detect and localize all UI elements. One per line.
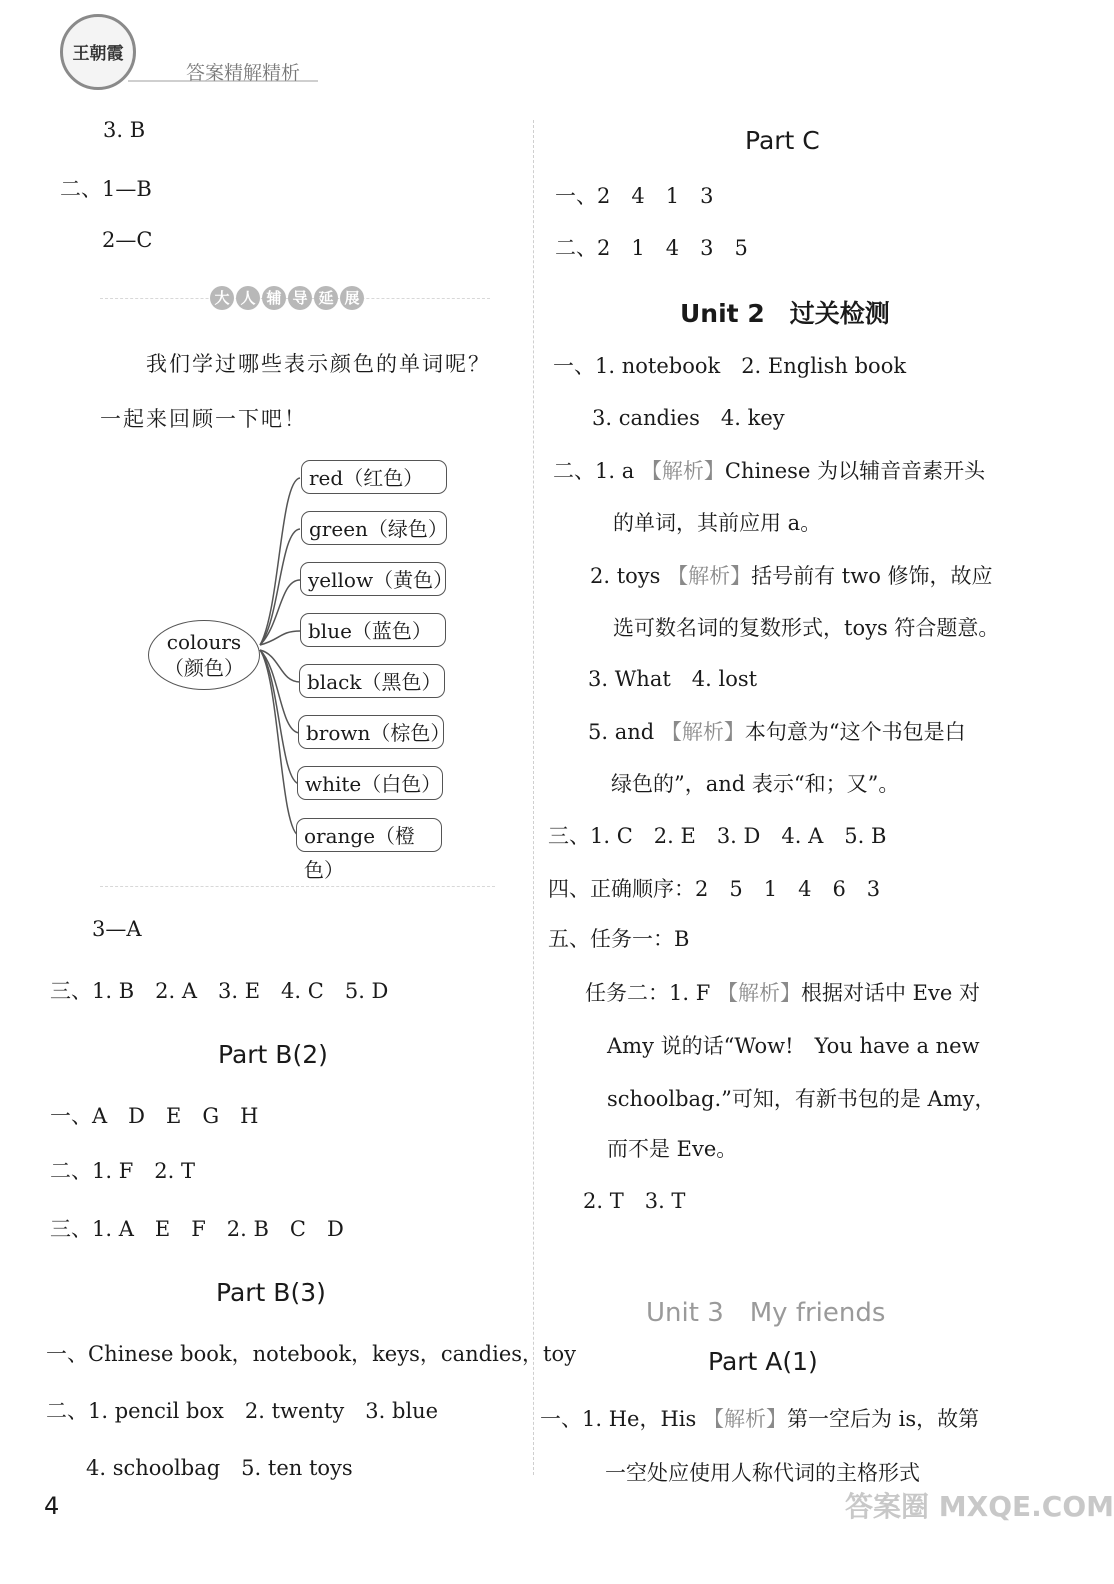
mindmap-center-sublabel: （颜色） [164,656,244,680]
answer-line: 绿色的”，and 表示“和；又”。 [611,772,900,796]
banner-char: 导 [288,286,312,310]
analysis-text: 第一空后为 is，故第 [786,1407,980,1431]
answer-line: 二、2 1 4 3 5 [555,236,748,260]
analysis-label: 【解析】 [716,981,801,1005]
analysis-text: Chinese 为以辅音音素开头 [724,459,986,483]
mindmap-item: black（黑色） [299,664,445,698]
mindmap-item: white（白色） [297,766,443,800]
answer-line: 2. T 3. T [583,1189,686,1213]
mindmap-item: blue（蓝色） [300,613,446,647]
answer-line: 三、1. A E F 2. B C D [50,1217,344,1241]
answer-line [540,1403,979,1433]
answer-number: 任务二：1. F [585,981,711,1005]
banner-char: 延 [314,286,338,310]
mindmap-item: green（绿色） [301,511,447,545]
answer-line: 一、A D E G H [50,1104,259,1128]
answer-line [553,455,985,485]
answer-line: 二、1. pencil box 2. twenty 3. blue [46,1399,439,1423]
section-heading: Part B(3) [216,1278,326,1307]
answer-line [590,560,993,590]
answer-line: 3. candies 4. key [592,406,785,430]
mindmap-item: red（红色） [301,460,447,494]
answer-line: 一、Chinese book，notebook，keys，candies，toy [46,1342,576,1366]
answer-line: 四、正确顺序：2 5 1 4 6 3 [548,877,881,901]
mindmap-item: orange（橙色） [296,818,442,852]
logo-text: 王朝霞 [72,44,124,64]
section-heading: Part B(2) [218,1040,328,1069]
page-number: 4 [44,1492,60,1520]
mindmap-center [148,620,260,690]
answer-number: 一、1. He，His [540,1407,697,1431]
answer-line: 3. B [103,118,146,142]
answer-line [585,977,980,1007]
answer-number: 5. and [588,720,655,744]
answer-number: 二、1. a [553,459,635,483]
mindmap-center-label: colours [166,630,242,654]
answer-line: Amy 说的话“Wow! You have a new [607,1034,980,1058]
answer-line: 选可数名词的复数形式，toys 符合题意。 [613,616,1000,640]
answer-line: schoolbag.”可知，有新书包的是 Amy， [607,1087,996,1111]
analysis-label: 【解析】 [640,459,725,483]
unit-heading: Unit 3 My friends [646,1298,886,1328]
banner-char: 人 [236,286,260,310]
banner-char: 辅 [262,286,286,310]
answer-line: 三、1. B 2. A 3. E 4. C 5. D [50,979,389,1003]
answer-line: 的单词，其前应用 a。 [613,511,822,535]
analysis-text: 括号前有 two 修饰，故应 [751,564,993,588]
analysis-label: 【解析】 [667,564,752,588]
answer-line: 一、2 4 1 3 [555,184,714,208]
intro-text: 我们学过哪些表示颜色的单词呢？ [146,352,491,376]
section-banner [210,286,366,310]
logo [60,14,136,90]
answer-line: 一空处应使用人称代词的主格形式 [605,1461,920,1485]
banner-char: 展 [340,286,364,310]
analysis-label: 【解析】 [660,720,745,744]
header-title: 答案精解精析 [186,62,301,84]
column-divider [533,120,534,1475]
answer-line: 2—C [102,228,153,252]
answer-number: 2. toys [590,564,661,588]
answer-line [588,716,966,746]
mindmap-item: brown（棕色） [298,715,444,749]
unit-heading: Unit 2 过关检测 [680,299,890,328]
analysis-text: 本句意为“这个书包是白 [744,720,966,744]
intro-text: 一起来回顾一下吧！ [100,407,307,431]
answer-line: 二、1—B [60,177,152,201]
answer-line: 4. schoolbag 5. ten toys [86,1456,353,1480]
analysis-text: 根据对话中 Eve 对 [800,981,980,1005]
answer-line: 3. What 4. lost [588,667,758,691]
section-heading: Part C [745,126,820,155]
answer-line: 三、1. C 2. E 3. D 4. A 5. B [548,824,887,848]
answer-line: 而不是 Eve。 [607,1137,738,1161]
answer-line: 3—A [92,917,142,941]
section-heading: Part A(1) [708,1347,818,1376]
answer-line: 一、1. notebook 2. English book [553,354,907,378]
mindmap-item: yellow（黄色） [300,562,446,596]
divider-line [100,886,495,887]
watermark: 答案圈 MXQE.COM [845,1490,1114,1523]
answer-line: 五、任务一：B [548,927,690,951]
analysis-label: 【解析】 [702,1407,787,1431]
answer-line: 二、1. F 2. T [50,1159,196,1183]
banner-char: 大 [210,286,234,310]
